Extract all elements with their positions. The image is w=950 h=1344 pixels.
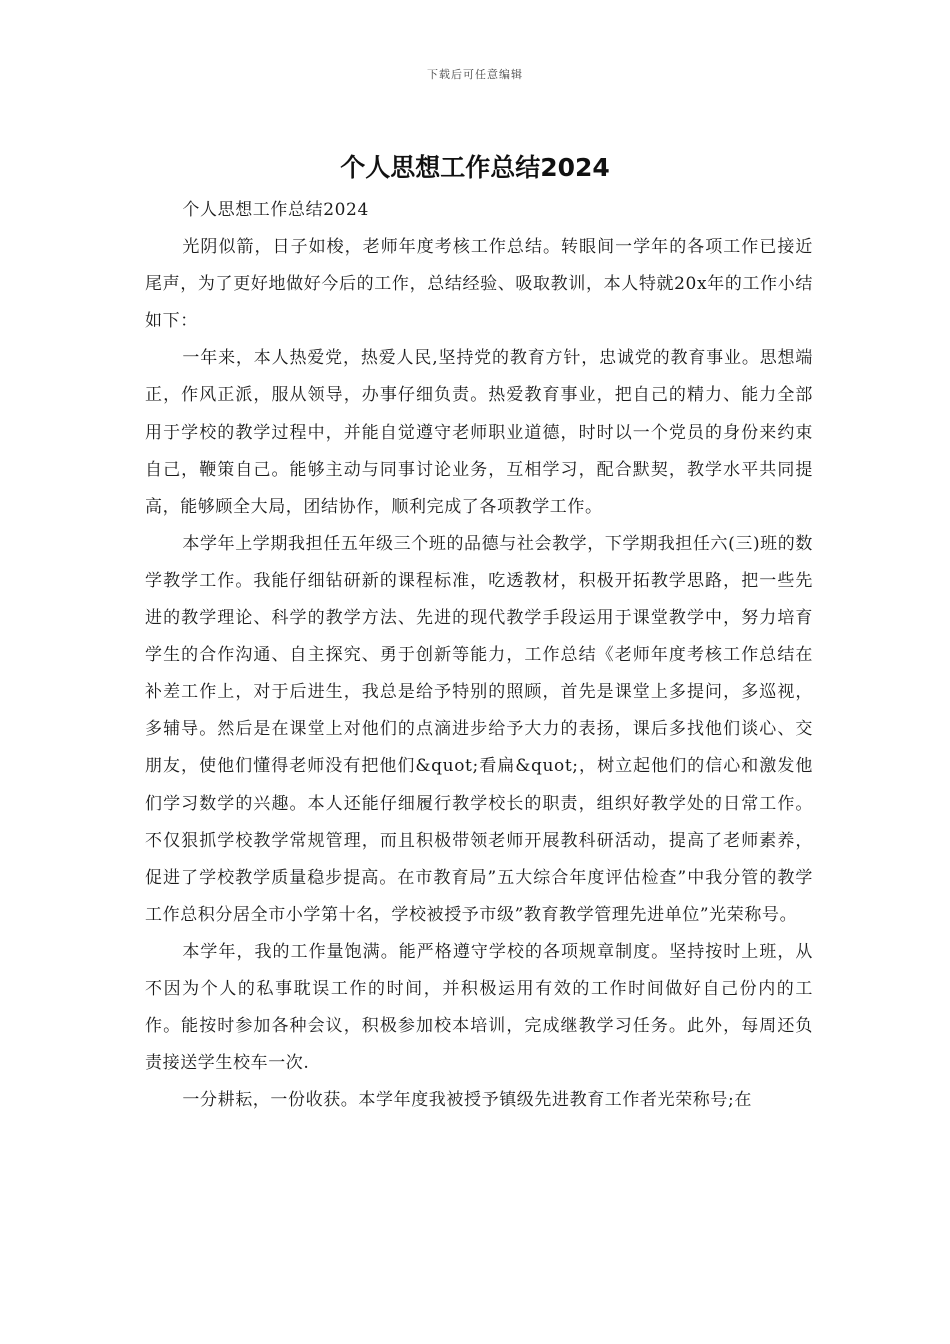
header-note: 下载后可任意编辑 [427,68,523,81]
paragraph: 一年来，本人热爱党，热爱人民,坚持党的教育方针，忠诚党的教育事业。思想端正，作风正派，服从领导，办事仔细负责。热爱教育事业，把自己的精力、能力全部用于学校的教学过程中，并能自觉遵守老师职业道德，时时以一个党员的身份来约束自己，鞭策自己。能够主动与同事讨论业务，互相学习，配合默契，教学水平共同提高，能够顾全大局，团结协作，顺利完成了各项教学工作。 [145,348,813,517]
paragraph: 本学年，我的工作量饱满。能严格遵守学校的各项规章制度。坚持按时上班，从不因为个人的私事耽误工作的时间，并积极运用有效的工作时间做好自己份内的工作。能按时参加各种会议，积极参加校本培训，完成继教学习任务。此外，每周还负责接送学生校车一次. [145,941,813,1074]
paragraph: 一分耕耘，一份收获。本学年度我被授予镇级先进教育工作者光荣称号;在 [182,1090,752,1111]
document-title: 个人思想工作总结2024 [340,153,610,182]
paragraph: 本学年上学期我担任五年级三个班的品德与社会教学，下学期我担任六(三)班的数学教学工作。我能仔细钻研新的课程标准，吃透教材，积极开拓教学思路，把一些先进的教学理论、科学的教学方法、先进的现代教学手段运用于课堂教学中，努力培育学生的合作沟通、自主探究、勇于创新等能力，工作总结《老师年度考核工作总结在补差工作上，对于后进生，我总是给予特别的照顾，首先是课堂上多提问，多巡视，多辅导。然后是在课堂上对他们的点滴进步给予大力的表扬，课后多找他们谈心、交朋友，使他们懂得老师没有把他们&quot;看扁&quot;，树立起他们的信心和激发他们学习数学的兴趣。本人还能仔细履行教学校长的职责，组织好教学处的日常工作。不仅狠抓学校教学常规管理，而且积极带领老师开展教科研活动，提高了老师素养，促进了学校教学质量稳步提高。在市教育局”五大综合年度评估检查”中我分管的教学工作总积分居全市小学第十名，学校被授予市级”教育教学管理先进单位”光荣称号。 [145,533,813,925]
paragraph: 光阴似箭，日子如梭，老师年度考核工作总结。转眼间一学年的各项工作已接近尾声，为了更好地做好今后的工作，总结经验、吸取教训，本人特就20x年的工作小结如下： [145,237,813,332]
paragraph: 个人思想工作总结2024 [182,200,369,220]
document-body [145,192,813,1119]
